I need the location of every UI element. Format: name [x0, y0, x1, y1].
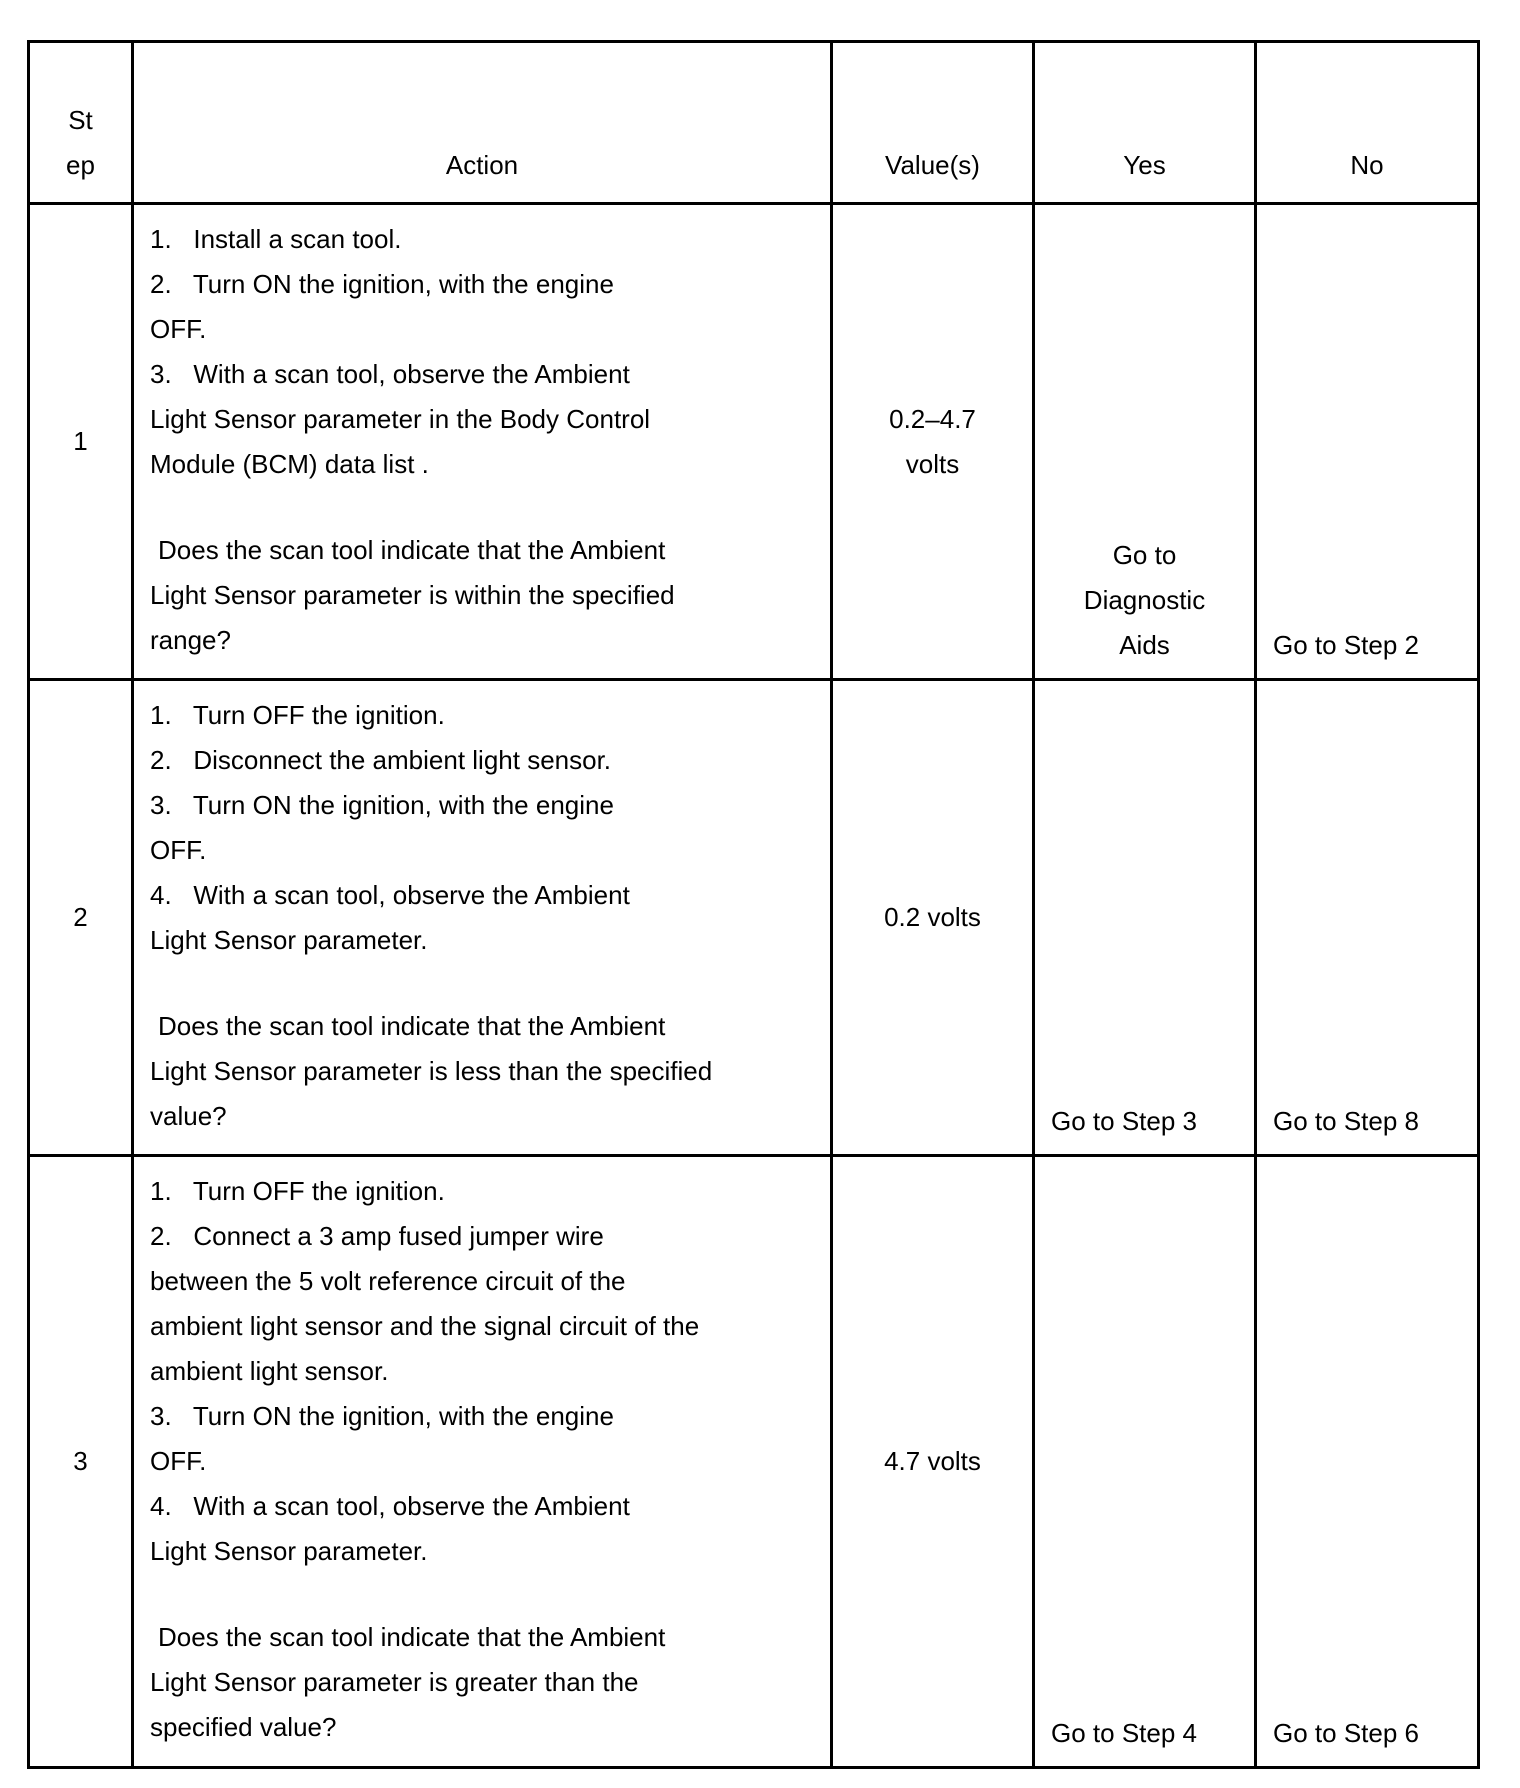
action-cell [133, 204, 832, 680]
header-step-line1: St [68, 105, 93, 135]
action-line: 4. With a scan tool, observe the Ambient [150, 1491, 630, 1521]
action-line: Light Sensor parameter. [150, 1536, 428, 1566]
action-line: ambient light sensor and the signal circuit of the [150, 1311, 700, 1341]
yes-cell [1034, 204, 1256, 680]
action-line: between the 5 volt reference circuit of the [150, 1266, 626, 1296]
no-text: Go to Step 8 [1273, 1106, 1419, 1136]
header-step [29, 42, 133, 204]
question-line: Does the scan tool indicate that the Ambient [158, 1011, 666, 1041]
action-line: ambient light sensor. [150, 1356, 389, 1386]
table-row [29, 680, 1479, 1156]
no-cell [1256, 1156, 1479, 1768]
no-cell [1256, 680, 1479, 1156]
value-cell [832, 1156, 1034, 1768]
header-step-line2: ep [66, 150, 95, 180]
action-line: 1. Turn OFF the ignition. [150, 1176, 445, 1206]
value-cell [832, 680, 1034, 1156]
no-text: Go to Step 6 [1273, 1718, 1419, 1748]
action-line: Light Sensor parameter. [150, 925, 428, 955]
step-number: 3 [29, 1156, 133, 1768]
action-line: 3. Turn ON the ignition, with the engine [150, 1401, 614, 1431]
header-yes: Yes [1034, 42, 1256, 204]
question-line: specified value? [150, 1712, 337, 1742]
value-line: 0.2 volts [884, 902, 981, 932]
header-action: Action [133, 42, 832, 204]
diagnostic-table [27, 40, 1480, 1769]
yes-line: Go to [1112, 540, 1177, 570]
action-line: 2. Disconnect the ambient light sensor. [150, 745, 612, 775]
header-no: No [1256, 42, 1479, 204]
action-line: 3. With a scan tool, observe the Ambient [150, 359, 630, 389]
action-cell [133, 1156, 832, 1768]
question-line: value? [150, 1101, 227, 1131]
action-line: 3. Turn ON the ignition, with the engine [150, 790, 614, 820]
question-line: range? [150, 625, 231, 655]
action-line: 1. Turn OFF the ignition. [150, 700, 445, 730]
no-text: Go to Step 2 [1273, 630, 1419, 660]
yes-text: Go to Step 4 [1051, 1718, 1197, 1748]
action-line: Light Sensor parameter in the Body Control [150, 404, 651, 434]
header-row [29, 42, 1479, 204]
action-line: Module (BCM) data list . [150, 449, 429, 479]
value-line: 0.2–4.7 [889, 403, 976, 434]
action-line: 4. With a scan tool, observe the Ambient [150, 880, 630, 910]
no-cell [1256, 204, 1479, 680]
step-number: 1 [29, 204, 133, 680]
value-cell [832, 204, 1034, 680]
yes-cell [1034, 680, 1256, 1156]
action-line: OFF. [150, 1446, 207, 1476]
action-line: 1. Install a scan tool. [150, 224, 402, 254]
question-line: Light Sensor parameter is within the specified [150, 580, 675, 610]
action-cell [133, 680, 832, 1156]
value-line: 4.7 volts [884, 1446, 981, 1476]
question-line: Light Sensor parameter is less than the specified [150, 1056, 713, 1086]
yes-line: Diagnostic [1083, 585, 1206, 615]
header-values: Value(s) [832, 42, 1034, 204]
action-line: OFF. [150, 835, 207, 865]
action-line: 2. Connect a 3 amp fused jumper wire [150, 1221, 604, 1251]
yes-line: Aids [1119, 630, 1170, 660]
question-line: Does the scan tool indicate that the Ambient [158, 1622, 666, 1652]
action-line: OFF. [150, 314, 207, 344]
action-line: 2. Turn ON the ignition, with the engine [150, 269, 614, 299]
step-number: 2 [29, 680, 133, 1156]
question-line: Light Sensor parameter is greater than the [150, 1667, 639, 1697]
question-line: Does the scan tool indicate that the Ambient [158, 535, 666, 565]
table-row [29, 204, 1479, 680]
table-row [29, 1156, 1479, 1768]
yes-cell [1034, 1156, 1256, 1768]
yes-text: Go to Step 3 [1051, 1106, 1197, 1136]
value-line: volts [905, 448, 960, 479]
